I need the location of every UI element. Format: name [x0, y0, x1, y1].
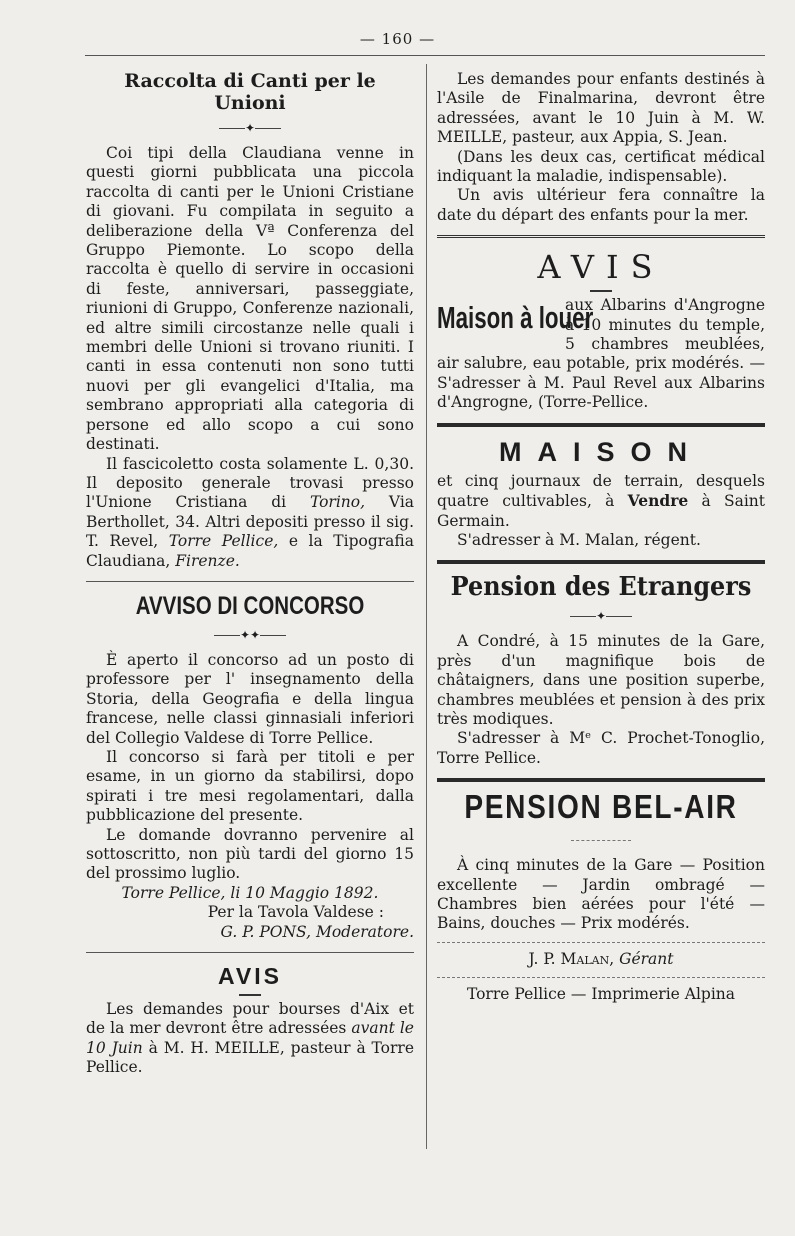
- pension-etrangers-paragraph-2: S'adresser à Mᵉ C. Prochet-Tonoglio, Torre Pellice.: [437, 729, 765, 767]
- ornament: [437, 834, 765, 846]
- concorso-paragraph-2: Il concorso si farà per titoli e per esame, in un giorno da stabilirsi, dopo spirati i tre mesi regolamentari, dalla pubblicazione del presente.: [86, 747, 414, 825]
- gerant-line: [437, 949, 765, 969]
- enfants-paragraph-1: Les demandes pour enfants destinés à l'Asile de Finalmarina, devront être adressées, avant le 10 Juin à M. W. MEILLE, pasteur, aux Appia, S. Jean.: [437, 70, 765, 147]
- concorso-place-date: Torre Pellice, li 10 Maggio 1892.: [121, 883, 379, 902]
- avis-bourses-paragraph: Les demandes pour bourses d'Aix et de la mer devront être adressées avant le 10 Juin à M. H. MEILLE, pasteur à Torre Pellice.: [86, 1000, 415, 1077]
- footer-divider: [437, 942, 765, 943]
- section-divider: [86, 952, 414, 953]
- raccolta-paragraph-2: Il fascicoletto costa solamente L. 0,30. Il deposito generale trovasi presso l'Unione Cristiana di Torino, Via Berthollet, 34. Altri depositi presso il sig. T. Revel, Torre Pellice, e la Tipografia Claudiana, Firenze.: [86, 454, 415, 570]
- avis-bourses-section: [86, 963, 414, 1078]
- column-divider: [426, 64, 427, 1149]
- section-divider: [437, 560, 765, 564]
- ornament: ✦✦: [86, 629, 414, 641]
- maison-vendre-section: [437, 437, 765, 551]
- maison-vendre-title: MAISON: [499, 436, 703, 467]
- concorso-signer: G. P. PONS, Moderatore.: [220, 922, 414, 941]
- maison-louer-heading: Maison à louer: [437, 300, 594, 336]
- raccolta-paragraph-1: Coi tipi della Claudiana venne in questi giorni pubblicata una piccola raccolta di canti per le Unioni Cristiane di giovani. Fu compilata in seguito a deliberazione della Vª Conferenza del Gruppo Piemonte. Lo scopo della raccolta è quello di servire in occasioni di feste, anniversari, passeggiate, riunioni di Gruppo, Conferenze nazionali, ed altre simili circostanze nelle quali i membri delle Unioni si trovano riuniti. I canti in essa contenuti non sono tutti nuovi per gli evangelici d'Italia, ma sembrano appropriati alla categoria di persone ed allo scopo a cui sono destinati.: [86, 144, 414, 454]
- section-divider: [86, 581, 414, 582]
- section-divider: [437, 423, 765, 427]
- pension-belair-section: [437, 788, 765, 934]
- maison-vendre-paragraph-1: et cinq journaux de terrain, desquels quatre cultivables, à Vendre à Saint Germain.: [437, 471, 766, 530]
- ornament: ✦: [86, 122, 414, 134]
- maison-louer-text: aux Albarins d'Angrogne à 10 minutes du temple, 5 chambres meublées, air salubre, eau potable, prix modérés. — S'adresser à M. Paul Revel aux Albarins d'Angrogne, (Torre-Pellice.: [437, 296, 765, 412]
- header-rule: [85, 55, 765, 56]
- enfants-paragraph-3: Un avis ultérieur fera connaître la date du départ des enfants pour la mer.: [437, 186, 765, 224]
- pension-belair-title: PENSION BEL-AIR: [464, 788, 738, 826]
- concorso-title: AVVISO DI CONCORSO: [135, 591, 365, 620]
- concorso-for-line: Per la Tavola Valdese :: [207, 903, 384, 922]
- enfants-paragraph-2: (Dans les deux cas, certificat médical indiquant la maladie, indispensable).: [437, 147, 765, 186]
- pension-etrangers-paragraph-1: A Condré, à 15 minutes de la Gare, près d'un magnifique bois de châtaigners, dans une position superbe, chambres meublées et pension à des prix très modiques.: [437, 632, 765, 728]
- maison-vendre-paragraph-2: S'adresser à M. Malan, régent.: [457, 530, 701, 549]
- gerant-name: J. P. Malan,: [528, 949, 615, 968]
- pension-belair-paragraph: À cinq minutes de la Gare — Position excellente — Jardin ombragé — Chambres bien aérées pour l'été — Bains, douches — Prix modérés.: [437, 856, 765, 933]
- ornament: ✦: [437, 610, 765, 622]
- section-divider: [437, 778, 765, 782]
- right-column: [437, 70, 765, 1004]
- printer-line: Torre Pellice — Imprimerie Alpina: [466, 984, 736, 1003]
- avis-bourses-title: AVIS: [218, 963, 282, 990]
- concorso-paragraph-1: È aperto il concorso ad un posto di professore per l' insegnamento della Storia, della Geografia e della lingua francese, nelle classi ginnasiali inferiori del Collegio Valdese di Torre Pellice.: [86, 650, 414, 747]
- pension-etrangers-title: Pension des Etrangers: [450, 572, 752, 603]
- section-divider: [437, 235, 765, 238]
- maison-louer-ad: [437, 296, 765, 412]
- ornament: [239, 994, 261, 996]
- pension-etrangers-section: [437, 572, 765, 768]
- left-column: [86, 70, 414, 1078]
- raccolta-title: Raccolta di Canti per le Unioni: [124, 70, 376, 114]
- gerant-title: Gérant: [619, 949, 674, 968]
- enfants-section: [437, 70, 765, 225]
- ornament: [590, 290, 612, 292]
- concorso-paragraph-3: Le domande dovranno pervenire al sottoscritto, non più tardi del giorno 15 del prossimo luglio.: [86, 825, 414, 883]
- concorso-section: [86, 592, 414, 942]
- avis-maison-title: AVIS: [537, 248, 665, 287]
- footer-divider: [437, 977, 765, 978]
- raccolta-section: [86, 70, 414, 571]
- page-number: — 160 —: [359, 30, 436, 48]
- avis-maison-section: [437, 248, 765, 412]
